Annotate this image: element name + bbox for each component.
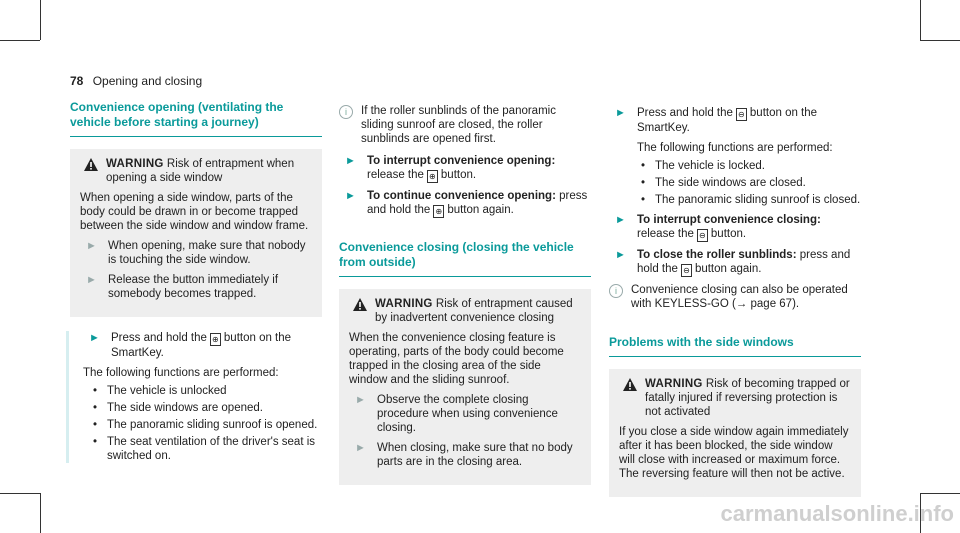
crop-mark — [40, 493, 41, 533]
warning-triangle-icon — [623, 378, 637, 391]
watermark: carmanualsonline.info — [720, 501, 954, 526]
section-title-convenience-closing: Convenience closing (closing the vehicle from outside) — [339, 240, 591, 277]
crop-mark — [0, 493, 40, 494]
lock-key-button-icon: ⊖ — [681, 264, 692, 277]
section-title-side-window-problems: Problems with the side windows — [609, 335, 861, 357]
unlock-key-button-icon: ⊕ — [210, 333, 221, 346]
warning-body: When opening a side window, parts of the body could be drawn in or become trapped between the side window and window frame. — [80, 192, 309, 232]
arrow-icon: ► — [86, 274, 97, 286]
list-item: • The vehicle is unlocked — [93, 384, 322, 398]
arrow-icon: ► — [345, 155, 356, 167]
info-note: i Convenience closing can also be operated with KEYLESS-GO (→ page 67). — [609, 283, 861, 311]
list-item: • The vehicle is locked. — [641, 159, 861, 173]
warning-body: If you close a side window again immediately after it has been blocked, the side window will close with increased or maximum force. The reversing feature will then not be active. — [619, 426, 849, 480]
warning-box — [339, 289, 591, 485]
arrow-icon: ► — [355, 394, 366, 406]
unlock-key-button-icon: ⊕ — [427, 170, 438, 183]
unlock-key-button-icon: ⊕ — [433, 205, 444, 218]
list-item: • The side windows are opened. — [93, 401, 322, 415]
instruction-step: ► To interrupt convenience closing: release the ⊖ button. — [609, 213, 861, 242]
lock-key-button-icon: ⊖ — [697, 229, 708, 242]
crop-mark — [920, 0, 921, 40]
functions-intro: The following functions are performed: — [637, 142, 833, 154]
warning-header — [619, 377, 851, 419]
instruction-step: ► Press and hold the ⊕ button on the SmartKey. — [83, 331, 322, 360]
warning-step: ► Release the button immediately if somebody becomes trapped. — [80, 273, 312, 301]
warning-step: ► When closing, make sure that no body parts are in the closing area. — [349, 441, 581, 469]
warning-text: Risk of entrapment when opening a side window — [106, 158, 295, 184]
info-icon: i — [339, 105, 353, 119]
warning-box — [609, 369, 861, 497]
warning-triangle-icon — [84, 158, 98, 171]
warning-header — [80, 157, 312, 185]
warning-text: Risk of becoming trapped or fatally injured if reversing protection is not activated — [645, 378, 850, 418]
list-item: • The panoramic sliding sunroof is opened. — [93, 418, 322, 432]
column-2 — [339, 100, 591, 499]
instruction-step: ► To close the roller sunblinds: press and hold the ⊖ button again. — [609, 248, 861, 277]
warning-triangle-icon — [353, 298, 367, 311]
column-1 — [70, 100, 322, 467]
list-item: • The side windows are closed. — [641, 176, 861, 190]
functions-intro: The following functions are performed: — [83, 367, 279, 379]
column-3 — [609, 100, 861, 511]
warning-header — [349, 297, 581, 325]
warning-step: ► When opening, make sure that nobody is touching the side window. — [80, 239, 312, 267]
functions-list — [609, 159, 861, 207]
lock-key-button-icon: ⊖ — [736, 108, 747, 121]
crop-mark — [920, 40, 960, 41]
warning-step: ► Observe the complete closing procedure when using convenience closing. — [349, 393, 581, 435]
warning-text: Risk of entrapment caused by inadvertent convenience closing — [375, 298, 573, 324]
crop-mark — [920, 493, 960, 494]
instruction-step: ► Press and hold the ⊖ button on the SmartKey. — [609, 106, 861, 135]
crop-mark — [0, 40, 40, 41]
warning-label: WARNING — [375, 298, 433, 310]
list-item: • The panoramic sliding sunroof is closed. — [641, 193, 861, 207]
page-title: Opening and closing — [92, 74, 203, 88]
arrow-icon: ► — [89, 332, 100, 344]
arrow-icon: ► — [615, 214, 626, 226]
arrow-icon: ► — [615, 249, 626, 261]
crop-mark — [40, 0, 41, 40]
arrow-icon: ► — [86, 240, 97, 252]
info-icon: i — [609, 284, 623, 298]
page-number: 78 — [70, 74, 84, 88]
section-title-convenience-opening: Convenience opening (ventilating the vehicle before starting a journey) — [70, 100, 322, 137]
page-header — [70, 74, 202, 88]
arrow-icon: ► — [615, 107, 626, 119]
instruction-block — [66, 331, 322, 463]
info-note: i If the roller sunblinds of the panoramic sliding sunroof are closed, the roller sunblinds are opened first. — [339, 104, 591, 146]
warning-label: WARNING — [106, 158, 164, 170]
functions-list — [83, 384, 322, 463]
warning-box — [70, 149, 322, 317]
warning-label: WARNING — [645, 378, 703, 390]
instruction-step: ► To continue convenience opening: press and hold the ⊕ button again. — [339, 189, 591, 218]
arrow-icon: ► — [345, 190, 356, 202]
instruction-step: ► To interrupt convenience opening: release the ⊕ button. — [339, 154, 591, 183]
warning-body: When the convenience closing feature is operating, parts of the body could become trapped in the closing area of the side window and the sliding sunroof. — [349, 332, 564, 386]
list-item: • The seat ventilation of the driver's seat is switched on. — [93, 435, 322, 463]
arrow-icon: ► — [355, 442, 366, 454]
